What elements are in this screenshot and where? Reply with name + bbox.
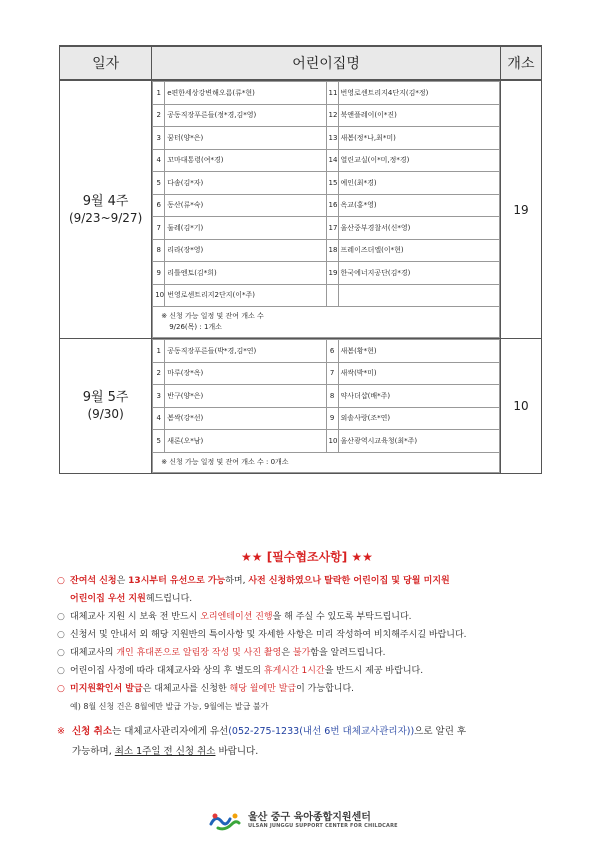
center-name: 리라(장*영) [165,239,326,262]
center-number: 8 [153,239,165,262]
center-row [153,385,500,408]
notice-section [57,548,557,762]
center-name: 둘레(김*기) [165,217,326,240]
circle-bullet-icon: ○ [57,630,65,640]
week-date-cell [60,339,152,474]
notice-item-text: 어린이집 사정에 따라 대체교사와 상의 후 별도의 휴게시간 1시간을 반드시 제공 바랍니다. [70,666,424,676]
center-number: 5 [153,430,165,453]
center-number: 7 [326,362,338,385]
center-name: 번영로센트리지4단지(김*정) [338,82,499,105]
center-name: 열린교실(이*미,정*경) [338,149,499,172]
center-row [153,430,500,453]
table-header [60,46,542,80]
notice-item [57,680,557,698]
notice-item-text: 신청서 및 안내서 외 해당 지원반의 특이사항 및 자세한 사항은 미리 작성하여 비치해주시길 바랍니다. [70,630,467,640]
center-list-cell [152,339,501,474]
center-number: 18 [326,239,338,262]
circle-bullet-icon: ○ [57,648,65,658]
center-name-en: ULSAN JUNGGU SUPPORT CENTER FOR CHILDCARE [248,823,398,829]
week-range: (9/23~9/27) [68,210,143,225]
center-logo-icon [208,810,242,832]
center-list [152,339,500,473]
center-name: 예인(최*경) [338,172,499,195]
circle-bullet-icon: ○ [57,576,65,586]
center-number: 11 [326,82,338,105]
center-name: 동산(류*숙) [165,194,326,217]
center-number: 10 [153,284,165,307]
center-row [153,284,500,307]
week-row [60,80,542,339]
circle-bullet-icon: ○ [57,684,65,694]
center-number: 5 [153,172,165,195]
center-number: 1 [153,340,165,363]
week-count: 19 [500,80,541,339]
center-number: 12 [326,104,338,127]
notice-item [57,662,557,680]
center-row [153,172,500,195]
center-name: 공동직장푸른들(정*경,김*영) [165,104,326,127]
center-row [153,340,500,363]
center-number: 14 [326,149,338,172]
center-row [153,217,500,240]
center-name: 새론(오*남) [165,430,326,453]
remaining-note [155,307,497,337]
center-name: e편한세상강변해오름(류*현) [165,82,326,105]
center-name: 울산광역시교육청(최*주) [338,430,499,453]
center-name: 번영로센트리지2단지(이*주) [165,284,326,307]
center-row [153,104,500,127]
center-name: 새싹(박*미) [338,362,499,385]
remaining-note-line: ※ 신청 가능 일정 및 잔여 개소 수 : 0개소 [161,457,289,466]
week-date-cell [60,80,152,339]
center-name: 꼬마대통령(여*경) [165,149,326,172]
center-number: 13 [326,127,338,150]
week-range: (9/30) [87,406,124,421]
center-row [153,194,500,217]
center-name: 새봄(황*현) [338,340,499,363]
center-name: 외솔사랑(조*연) [338,407,499,430]
week-label: 9월 4주 [82,193,129,209]
notice-item-text: 대체교사의 개인 휴대폰으로 알림장 작성 및 사진 촬영은 불가함을 알려드립니다. [70,648,386,658]
notice-title: ★★ [필수협조사항] ★★ [241,550,373,564]
center-number: 17 [326,217,338,240]
center-name: 약사더샵(배*주) [338,385,499,408]
center-number: 2 [153,362,165,385]
center-row [153,362,500,385]
cancel-line-2: 가능하며, 최소 1주일 전 신청 취소 바랍니다. [72,746,259,757]
notice-item-text: 잔여석 신청은 13시부터 유선으로 가능하며, 사전 신청하였으나 탈락한 어린이집 및 당월 미지원 [70,576,450,586]
center-name: 북앤플레이(이*진) [338,104,499,127]
center-row [153,82,500,105]
circle-bullet-icon: ○ [57,666,65,676]
notice-item [57,608,557,626]
week-row [60,339,542,474]
remaining-note [155,453,497,472]
center-number [326,284,338,307]
circle-bullet-icon: ○ [57,612,65,622]
notice-example: 예) 8월 신청 건은 8월에만 발급 가능, 9월에는 발급 불가 [70,702,269,711]
center-row [153,149,500,172]
remaining-note-detail: 9/26(목) : 1개소 [169,323,222,331]
center-number: 9 [153,262,165,285]
notice-item-text: 미지원확인서 발급은 대체교사를 신청한 해당 월에만 발급이 가능합니다. [70,684,355,694]
center-name: 울산중부경찰서(신*영) [338,217,499,240]
center-row [153,262,500,285]
schedule-table [59,45,542,474]
center-name: 옥교(홍*영) [338,194,499,217]
center-number: 4 [153,407,165,430]
header-date: 일자 [60,46,152,80]
notice-item [57,644,557,662]
remaining-note-line: ※ 신청 가능 일정 및 잔여 개소 수 [161,312,264,320]
center-name: 봄싹(강*선) [165,407,326,430]
center-list [152,81,500,338]
center-number: 15 [326,172,338,195]
header-centers: 어린이집명 [152,46,501,80]
center-number: 4 [153,149,165,172]
center-row [153,407,500,430]
center-name: 반구(양*은) [165,385,326,408]
reference-mark-icon: ※ [57,726,65,737]
center-name: 다솜(김*자) [165,172,326,195]
center-number: 1 [153,82,165,105]
week-label: 9월 5주 [82,389,129,405]
center-row [153,239,500,262]
center-number: 2 [153,104,165,127]
center-name-ko: 울산 중구 육아종합지원센터 [248,812,371,823]
center-name: 한국에너지공단(김*경) [338,262,499,285]
center-number: 3 [153,127,165,150]
center-name: 꿈터(양*은) [165,127,326,150]
center-list-cell [152,80,501,339]
center-name: 공동직장푸른들(박*경,김*연) [165,340,326,363]
notice-item [57,626,557,644]
center-name: 리틀엔토(김*희) [165,262,326,285]
cancel-line-1: 신청 취소는 대체교사관리자에게 유선(052-275-1233(내선 6번 대체교사관리자))으로 알린 후 [72,726,467,737]
center-number: 9 [326,407,338,430]
center-number: 16 [326,194,338,217]
center-name: 마루(장*옥) [165,362,326,385]
center-number: 10 [326,430,338,453]
notice-item-text: 대체교사 지원 시 보육 전 반드시 오리엔테이션 진행을 해 주실 수 있도록 부탁드립니다. [70,612,412,622]
center-name [338,284,499,307]
notice-item [57,572,557,608]
center-name: 프레이즈더엘(이*현) [338,239,499,262]
center-number: 19 [326,262,338,285]
center-number: 6 [153,194,165,217]
notice-item-text-cont: 어린이집 우선 지원헤드립니다. [70,594,193,604]
header-count: 개소 [500,46,541,80]
center-row [153,127,500,150]
week-count: 10 [500,339,541,474]
center-number: 6 [326,340,338,363]
center-number: 3 [153,385,165,408]
cancel-notice [57,722,557,762]
center-number: 7 [153,217,165,240]
center-number: 8 [326,385,338,408]
center-name: 새봄(정*나,최*미) [338,127,499,150]
center-logo [208,808,398,834]
